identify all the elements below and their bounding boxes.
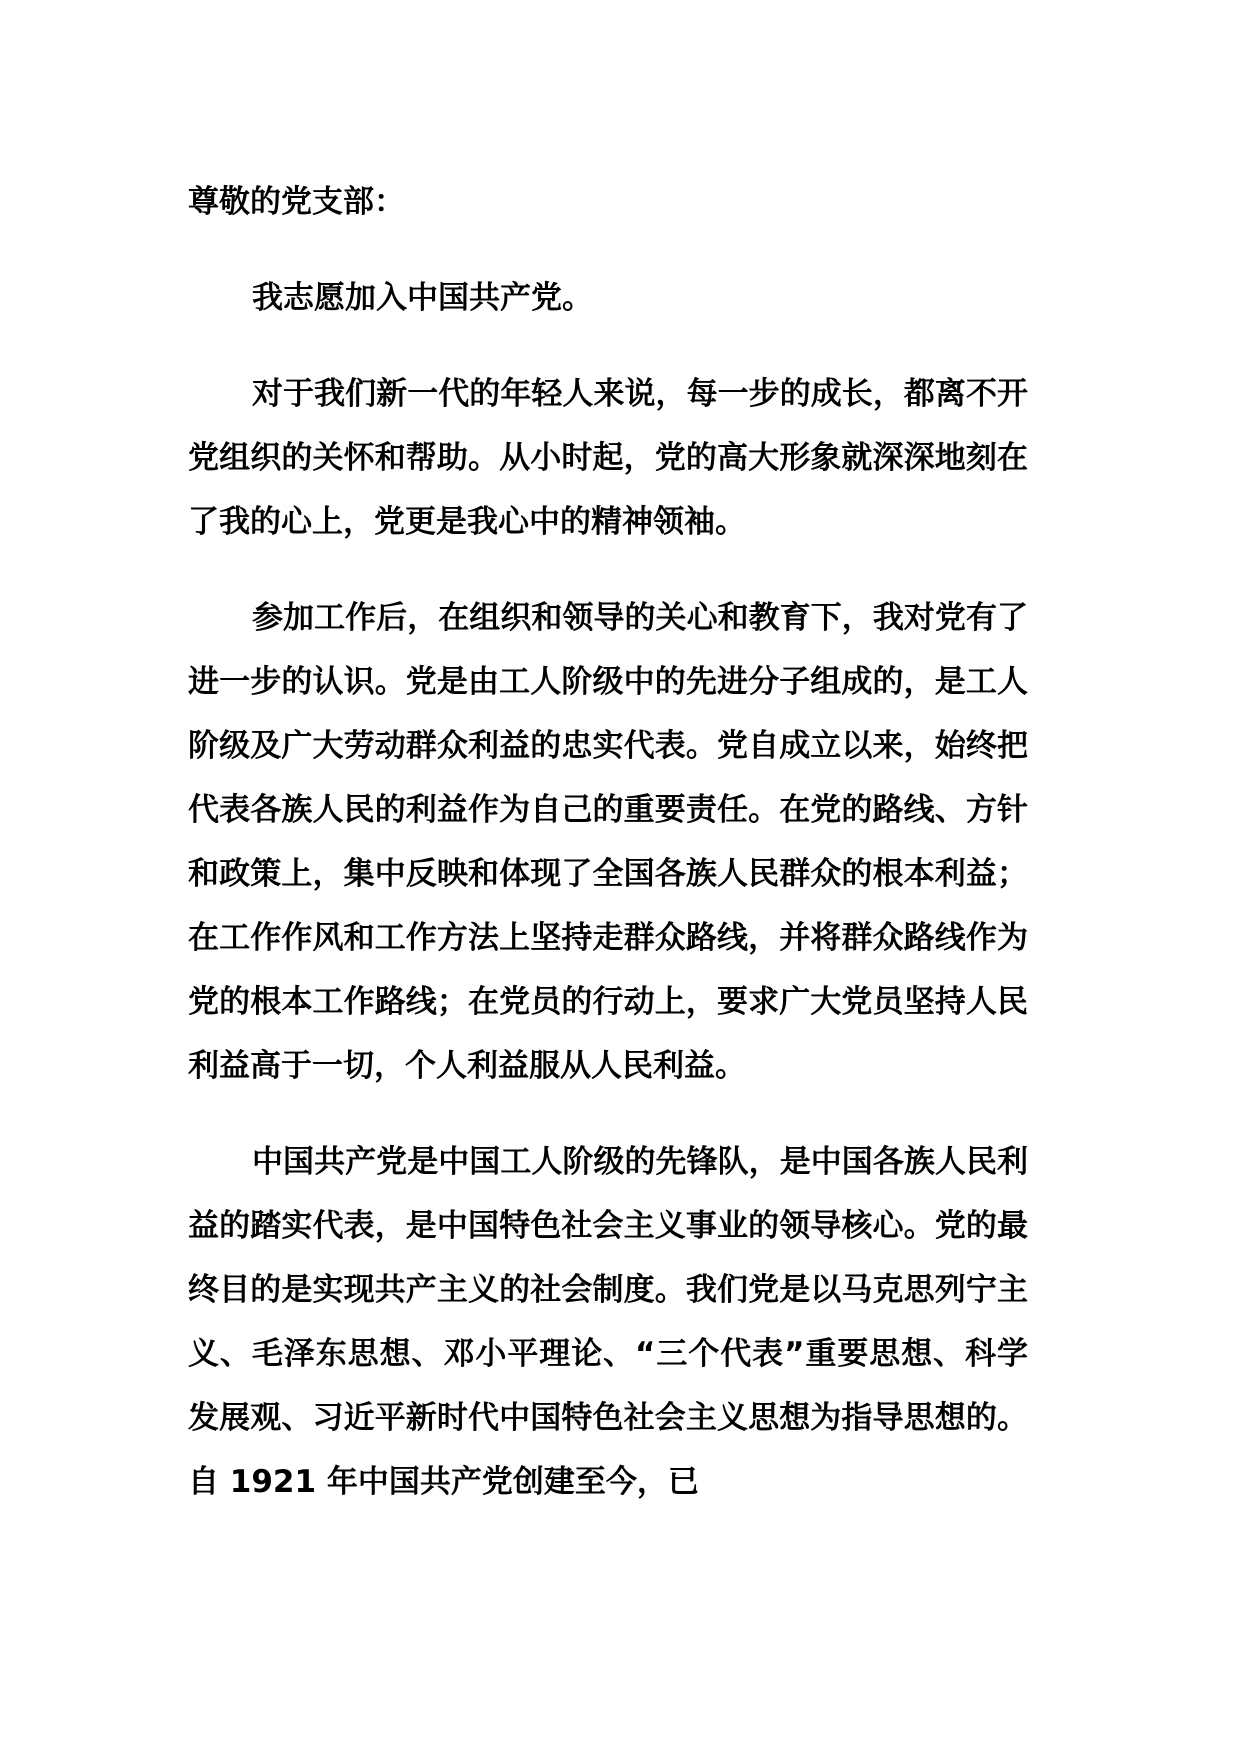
paragraph-application-statement: 我志愿加入中国共产党。 xyxy=(252,280,593,316)
letter-body xyxy=(188,170,1028,1546)
paragraph-childhood: 对于我们新一代的年轻人来说，每一步的成长，都离不开党组织的关怀和帮助。从小时起，党的高大形象就深深地刻在了我的心上，党更是我心中的精神领袖。 xyxy=(188,376,1028,540)
salutation: 尊敬的党支部： xyxy=(188,184,405,220)
paragraph-party-nature: 中国共产党是中国工人阶级的先锋队，是中国各族人民利益的踏实代表，是中国特色社会主义事业的领导核心。党的最终目的是实现共产主义的社会制度。我们党是以马克思列宁主义、毛泽东思想、邓小平理论、“三个代表”重要思想、科学发展观、习近平新时代中国特色社会主义思想为指导思想的。自 1921 年中国共产党创建至今，已 xyxy=(188,1144,1028,1500)
paragraph-understanding: 参加工作后，在组织和领导的关心和教育下，我对党有了进一步的认识。党是由工人阶级中的先进分子组成的，是工人阶级及广大劳动群众利益的忠实代表。党自成立以来，始终把代表各族人民的利益作为自己的重要责任。在党的路线、方针和政策上，集中反映和体现了全国各族人民群众的根本利益；在工作作风和工作方法上坚持走群众路线，并将群众路线作为党的根本工作路线；在党员的行动上，要求广大党员坚持人民利益高于一切，个人利益服从人民利益。 xyxy=(188,600,1028,1084)
